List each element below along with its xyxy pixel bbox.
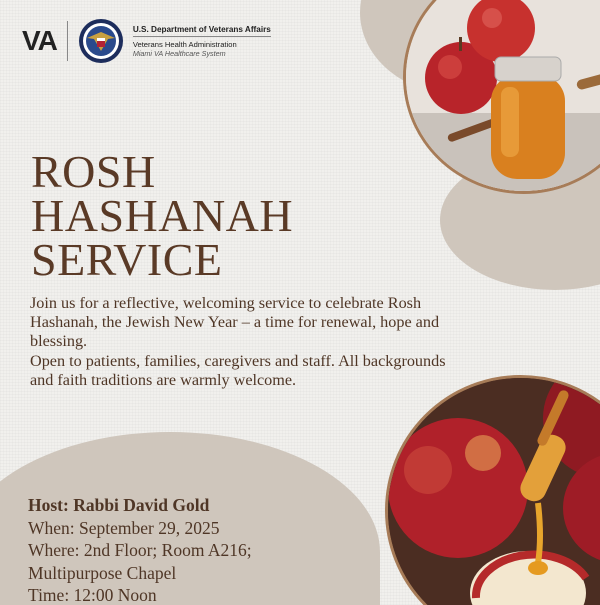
event-description: [30, 294, 450, 390]
apples-honey-dipper-illustration: [388, 378, 600, 605]
title-line-3: SERVICE: [31, 234, 223, 285]
where-line-2: Multipurpose Chapel: [28, 562, 177, 583]
header-divider: [67, 21, 68, 61]
facility-name: Miami VA Healthcare System: [132, 48, 226, 58]
va-wordmark: VA: [22, 25, 57, 56]
description-paragraph-2: Open to patients, families, caregivers and staff. All backgrounds and faith traditions are warmly welcome.: [30, 351, 446, 389]
apples-honey-jar-illustration: [406, 0, 600, 191]
administration-name: Veterans Health Administration: [132, 39, 237, 49]
va-header: [22, 18, 271, 64]
event-title: [31, 146, 294, 285]
title-line-2: HASHANAH: [31, 190, 294, 241]
department-name: U.S. Department of Veterans Affairs: [133, 25, 271, 37]
time-line: Time: 12:00 Noon: [28, 585, 157, 605]
va-seal-icon: [78, 18, 124, 64]
description-paragraph-1: Join us for a reflective, welcoming service to celebrate Rosh Hashanah, the Jewish New Year – a time for renewal, hope and blessing.: [30, 294, 440, 351]
agency-block: [133, 25, 271, 58]
where-line-1: Where: 2nd Floor; Room A216;: [28, 540, 252, 560]
host-line: Host: Rabbi David Gold: [28, 495, 210, 515]
event-details: [28, 494, 252, 605]
title-line-1: ROSH: [31, 146, 156, 197]
when-line: When: September 29, 2025: [28, 517, 220, 538]
apples-honey-jar-photo: [403, 0, 600, 194]
apples-honey-dipper-photo: [385, 375, 600, 605]
